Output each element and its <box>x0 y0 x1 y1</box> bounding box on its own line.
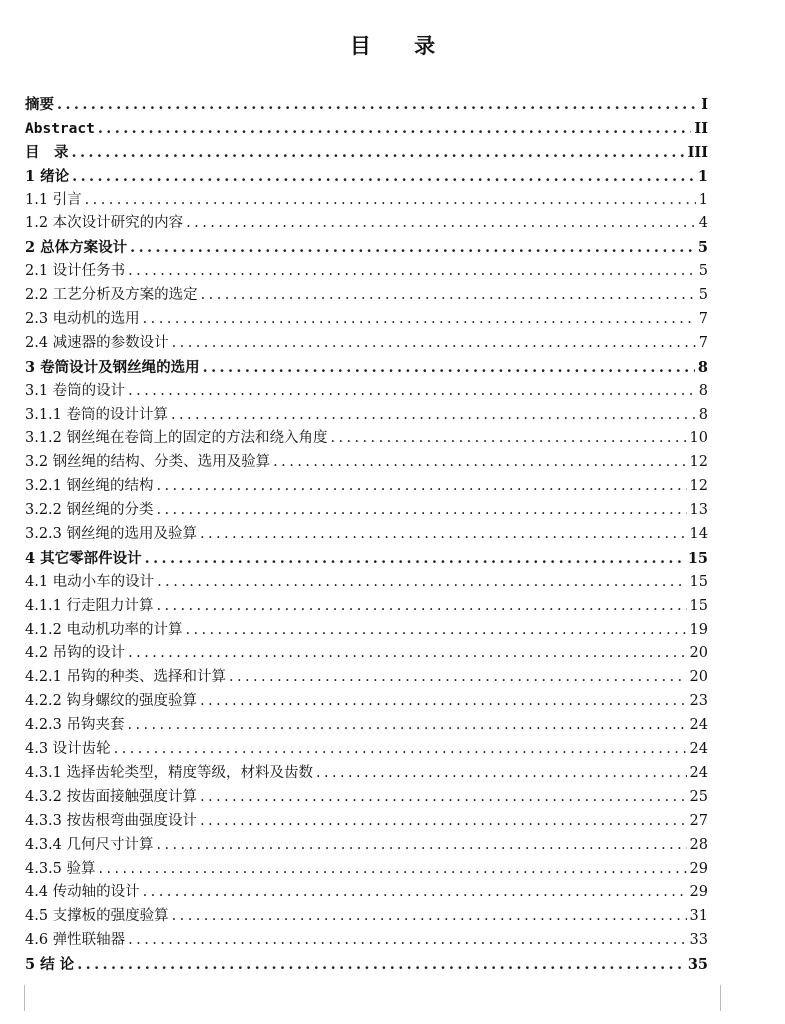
toc-entry[interactable] <box>25 666 708 690</box>
toc-entry-page: 1 <box>698 191 708 208</box>
toc-entry[interactable] <box>25 284 708 308</box>
toc-entry[interactable] <box>25 117 708 141</box>
toc-entry-page: 25 <box>689 788 708 805</box>
dot-leader <box>128 714 687 738</box>
dot-leader <box>99 858 687 882</box>
toc-entry-page: I <box>701 96 708 113</box>
dot-leader <box>273 451 686 475</box>
dot-leader <box>186 212 696 236</box>
toc-entry[interactable] <box>25 858 708 882</box>
toc-entry-label: 1.2 本次设计研究的内容 <box>25 215 184 232</box>
toc-entry-label: 4.1 电动小车的设计 <box>25 573 155 590</box>
toc-entry[interactable] <box>25 905 708 929</box>
toc-entry-page: 31 <box>689 908 708 925</box>
toc-entry[interactable] <box>25 356 708 380</box>
toc-entry-page: 33 <box>689 932 708 949</box>
toc-entry[interactable] <box>25 762 708 786</box>
toc-entry-label: 4.2.3 吊钩夹套 <box>25 717 125 734</box>
dot-leader <box>200 810 687 834</box>
dot-leader <box>200 690 687 714</box>
page-corner-mark-right <box>720 985 733 1011</box>
dot-leader <box>145 547 685 571</box>
toc-entry-page: 5 <box>698 287 708 304</box>
table-of-contents <box>25 93 708 977</box>
toc-entry[interactable] <box>25 308 708 332</box>
toc-entry-label: 4.6 弹性联轴器 <box>25 932 126 949</box>
toc-entry-label: 4.4 传动轴的设计 <box>25 884 140 901</box>
toc-entry-label: 5 结 论 <box>25 956 75 974</box>
toc-entry-page: 23 <box>689 693 708 710</box>
toc-entry-label: 3.1.2 钢丝绳在卷筒上的固定的方法和绕入角度 <box>25 430 328 447</box>
toc-entry-page: 24 <box>689 764 708 781</box>
toc-entry[interactable] <box>25 714 708 738</box>
page-corner-mark-left <box>12 985 25 1011</box>
toc-entry-page: 19 <box>689 621 708 638</box>
toc-entry-label: 2.3 电动机的选用 <box>25 311 140 328</box>
dot-leader <box>157 834 687 858</box>
toc-entry[interactable] <box>25 881 708 905</box>
toc-entry[interactable] <box>25 738 708 762</box>
toc-entry-label: 2.4 减速器的参数设计 <box>25 334 169 351</box>
toc-entry[interactable] <box>25 332 708 356</box>
toc-entry-page: 20 <box>689 669 708 686</box>
toc-entry-label: 4.1.1 行走阻力计算 <box>25 597 154 614</box>
toc-entry-label: 4.3.2 按齿面接触强度计算 <box>25 788 198 805</box>
toc-entry-page: 10 <box>689 430 708 447</box>
toc-entry[interactable] <box>25 380 708 404</box>
dot-leader <box>130 236 695 260</box>
toc-entry-label: 2 总体方案设计 <box>25 239 128 257</box>
toc-entry-label: 摘要 <box>25 96 54 113</box>
toc-entry-label: 1.1 引言 <box>25 191 82 208</box>
toc-entry-page: 28 <box>689 836 708 853</box>
toc-entry-page: III <box>687 143 708 161</box>
toc-entry-page: 20 <box>689 645 708 662</box>
toc-entry-label: 2.2 工艺分析及方案的选定 <box>25 287 198 304</box>
dot-leader <box>331 427 687 451</box>
toc-entry-label: 4 其它零部件设计 <box>25 549 142 567</box>
toc-entry-page: 12 <box>689 478 708 495</box>
toc-entry-page: 8 <box>697 358 708 376</box>
toc-entry-page: 35 <box>687 956 708 974</box>
toc-entry[interactable] <box>25 953 708 977</box>
toc-entry[interactable] <box>25 141 708 165</box>
toc-entry-label: 2.1 设计任务书 <box>25 263 126 280</box>
toc-entry-page: 5 <box>697 239 708 257</box>
toc-entry-page: 14 <box>689 526 708 543</box>
toc-entry-page: 27 <box>689 812 708 829</box>
toc-entry-page: 8 <box>698 406 708 423</box>
toc-entry-label: 4.2 吊钩的设计 <box>25 645 126 662</box>
toc-entry-page: 1 <box>697 167 708 185</box>
dot-leader <box>171 404 696 428</box>
toc-entry[interactable] <box>25 571 708 595</box>
toc-entry[interactable] <box>25 523 708 547</box>
dot-leader <box>77 953 685 977</box>
toc-entry[interactable] <box>25 260 708 284</box>
dot-leader <box>114 738 687 762</box>
toc-entry-page: 5 <box>698 263 708 280</box>
dot-leader <box>128 642 686 666</box>
toc-entry-page: 13 <box>689 502 708 519</box>
toc-entry[interactable] <box>25 236 708 260</box>
toc-entry-label: 3.2.2 钢丝绳的分类 <box>25 502 154 519</box>
toc-entry[interactable] <box>25 929 708 953</box>
dot-leader <box>157 571 686 595</box>
toc-entry-label: 3.1 卷筒的设计 <box>25 382 126 399</box>
dot-leader <box>157 499 687 523</box>
toc-entry-label: 4.3.1 选择齿轮类型，精度等级，材料及齿数 <box>25 764 314 781</box>
page-title: 目 录 <box>349 33 454 58</box>
toc-entry-page: 15 <box>689 597 708 614</box>
toc-entry-page: 15 <box>687 549 708 567</box>
dot-leader <box>229 666 687 690</box>
dot-leader <box>72 165 695 189</box>
toc-entry-label: 3.2 钢丝绳的结构、分类、选用及验算 <box>25 454 271 471</box>
dot-leader <box>128 929 686 953</box>
dot-leader <box>200 523 687 547</box>
toc-entry[interactable] <box>25 404 708 428</box>
toc-entry[interactable] <box>25 619 708 643</box>
toc-entry-page: 12 <box>689 454 708 471</box>
toc-entry[interactable] <box>25 451 708 475</box>
toc-entry-label: 3.1.1 卷筒的设计计算 <box>25 406 169 423</box>
toc-entry-page: 4 <box>698 215 708 232</box>
toc-entry[interactable] <box>25 189 708 213</box>
toc-entry-page: 24 <box>689 717 708 734</box>
dot-leader <box>172 332 696 356</box>
toc-entry-label: 3.2.1 钢丝绳的结构 <box>25 478 154 495</box>
dot-leader <box>72 141 685 165</box>
dot-leader <box>157 595 687 619</box>
toc-entry[interactable] <box>25 547 708 571</box>
toc-entry-label: Abstract <box>25 120 95 137</box>
toc-entry-label: 4.3 设计齿轮 <box>25 741 111 758</box>
toc-entry-label: 4.3.4 几何尺寸计算 <box>25 836 154 853</box>
dot-leader <box>201 284 696 308</box>
toc-entry-label: 4.1.2 电动机功率的计算 <box>25 621 183 638</box>
toc-entry-label: 4.2.2 钩身螺纹的强度验算 <box>25 693 198 710</box>
dot-leader <box>85 189 696 213</box>
dot-leader <box>98 117 692 141</box>
dot-leader <box>316 762 687 786</box>
toc-entry-label: 4.5 支撑板的强度验算 <box>25 908 169 925</box>
toc-entry-page: 8 <box>698 382 708 399</box>
toc-entry-label: 4.3.3 按齿根弯曲强度设计 <box>25 812 198 829</box>
toc-entry-page: 7 <box>698 311 708 328</box>
dot-leader <box>128 380 696 404</box>
toc-entry-label: 4.2.1 吊钩的种类、选择和计算 <box>25 669 227 686</box>
toc-entry[interactable] <box>25 212 708 236</box>
toc-entry-label: 1 绪论 <box>25 167 70 185</box>
dot-leader <box>57 93 698 117</box>
toc-entry-page: 15 <box>689 573 708 590</box>
toc-entry[interactable] <box>25 810 708 834</box>
dot-leader <box>203 356 695 380</box>
dot-leader <box>200 786 687 810</box>
toc-entry-page: 29 <box>689 884 708 901</box>
dot-leader <box>143 881 687 905</box>
toc-entry-label: 4.3.5 验算 <box>25 860 96 877</box>
toc-entry-page: II <box>694 119 708 137</box>
toc-entry-page: 24 <box>689 741 708 758</box>
toc-entry-label: 3.2.3 钢丝绳的选用及验算 <box>25 526 198 543</box>
toc-entry[interactable] <box>25 165 708 189</box>
dot-leader <box>157 475 687 499</box>
toc-entry[interactable] <box>25 499 708 523</box>
toc-entry[interactable] <box>25 93 708 117</box>
dot-leader <box>143 308 696 332</box>
toc-entry[interactable] <box>25 834 708 858</box>
toc-entry[interactable] <box>25 786 708 810</box>
toc-entry-label: 3 卷筒设计及钢丝绳的选用 <box>25 358 200 376</box>
toc-entry[interactable] <box>25 427 708 451</box>
toc-entry[interactable] <box>25 642 708 666</box>
toc-entry[interactable] <box>25 595 708 619</box>
toc-entry-page: 29 <box>689 860 708 877</box>
dot-leader <box>128 260 696 284</box>
toc-entry-label: 目 录 <box>25 143 69 161</box>
dot-leader <box>172 905 687 929</box>
toc-entry-page: 7 <box>698 334 708 351</box>
dot-leader <box>186 619 687 643</box>
toc-entry[interactable] <box>25 475 708 499</box>
toc-entry[interactable] <box>25 690 708 714</box>
